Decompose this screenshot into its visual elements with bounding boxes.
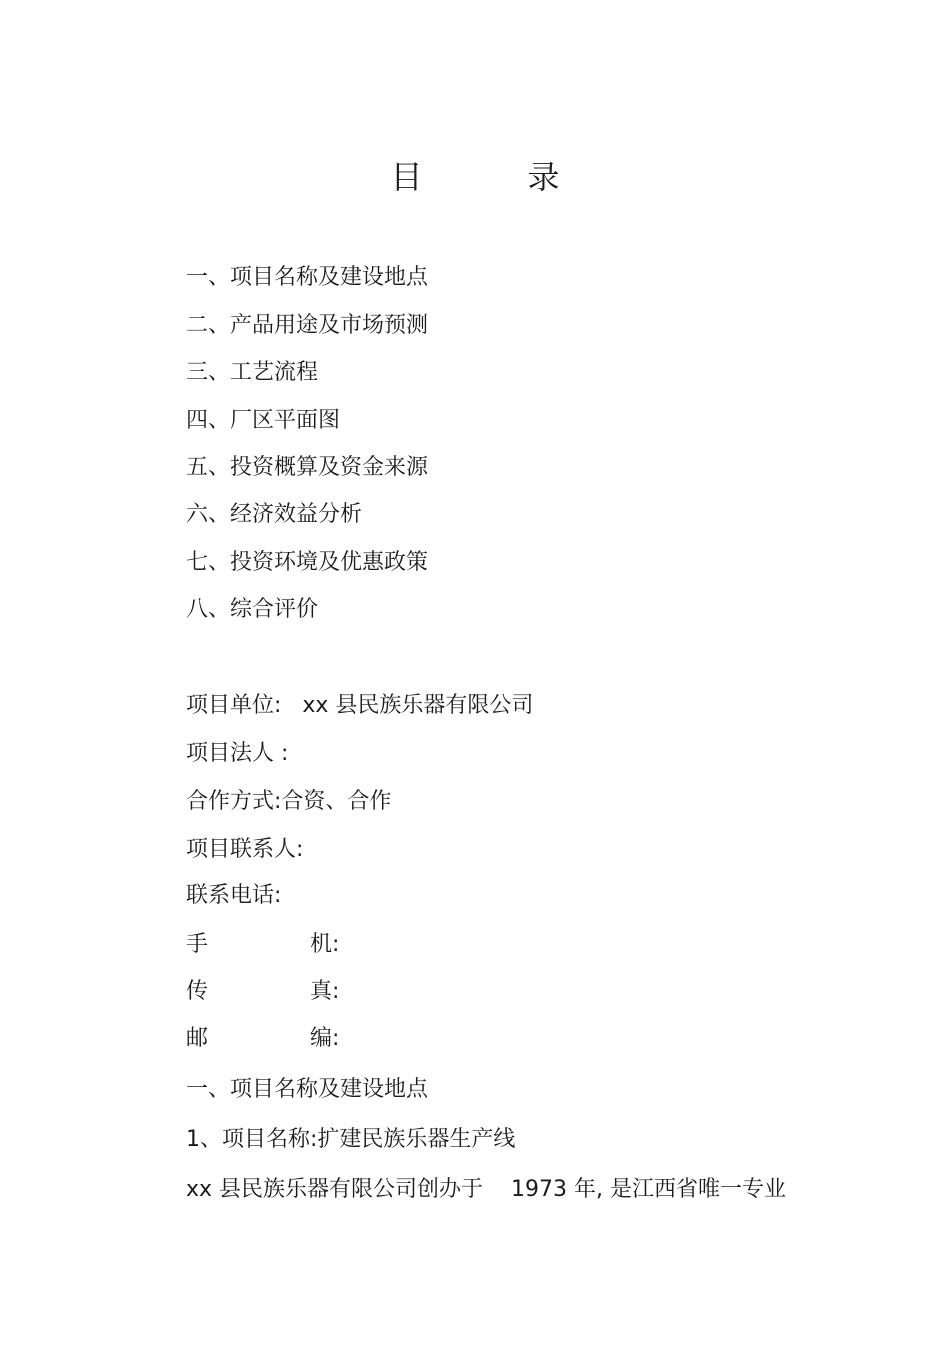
project-name-line: 1、项目名称:扩建民族乐器生产线 xyxy=(186,1127,516,1152)
postcode-row xyxy=(186,1021,339,1052)
toc-item-2: 二、产品用途及市场预测 xyxy=(186,313,429,338)
toc-item-7: 七、投资环境及优惠政策 xyxy=(186,550,429,575)
fax-label-b: 真: xyxy=(310,979,340,1004)
fax-label-a: 传 xyxy=(186,979,209,1004)
fax-row xyxy=(186,974,339,1005)
toc-item-1: 一、项目名称及建设地点 xyxy=(186,265,429,290)
title-char-1: 目 xyxy=(390,158,423,196)
mobile-row xyxy=(186,927,339,958)
section-heading: 一、项目名称及建设地点 xyxy=(186,1077,429,1102)
project-unit: 项目单位: xx 县民族乐器有限公司 xyxy=(186,693,534,718)
intro-paragraph: xx 县民族乐器有限公司创办于 1973 年, 是江西省唯一专业 xyxy=(186,1177,786,1202)
title-char-2: 录 xyxy=(527,158,560,196)
mobile-label-a: 手 xyxy=(186,932,209,957)
project-contact: 项目联系人: xyxy=(186,837,304,862)
postcode-label-a: 邮 xyxy=(186,1026,209,1051)
mobile-label-b: 机: xyxy=(310,932,340,957)
toc-item-4: 四、厂区平面图 xyxy=(186,408,341,433)
toc-item-6: 六、经济效益分析 xyxy=(186,502,363,527)
toc-item-3: 三、工艺流程 xyxy=(186,360,319,385)
project-legal-person: 项目法人 : xyxy=(186,741,289,766)
postcode-label-b: 编: xyxy=(310,1026,340,1051)
toc-item-8: 八、综合评价 xyxy=(186,597,319,622)
cooperation-mode: 合作方式:合资、合作 xyxy=(186,789,392,814)
contact-phone: 联系电话: xyxy=(186,883,282,908)
page-title xyxy=(0,152,950,198)
toc-item-5: 五、投资概算及资金来源 xyxy=(186,455,429,480)
